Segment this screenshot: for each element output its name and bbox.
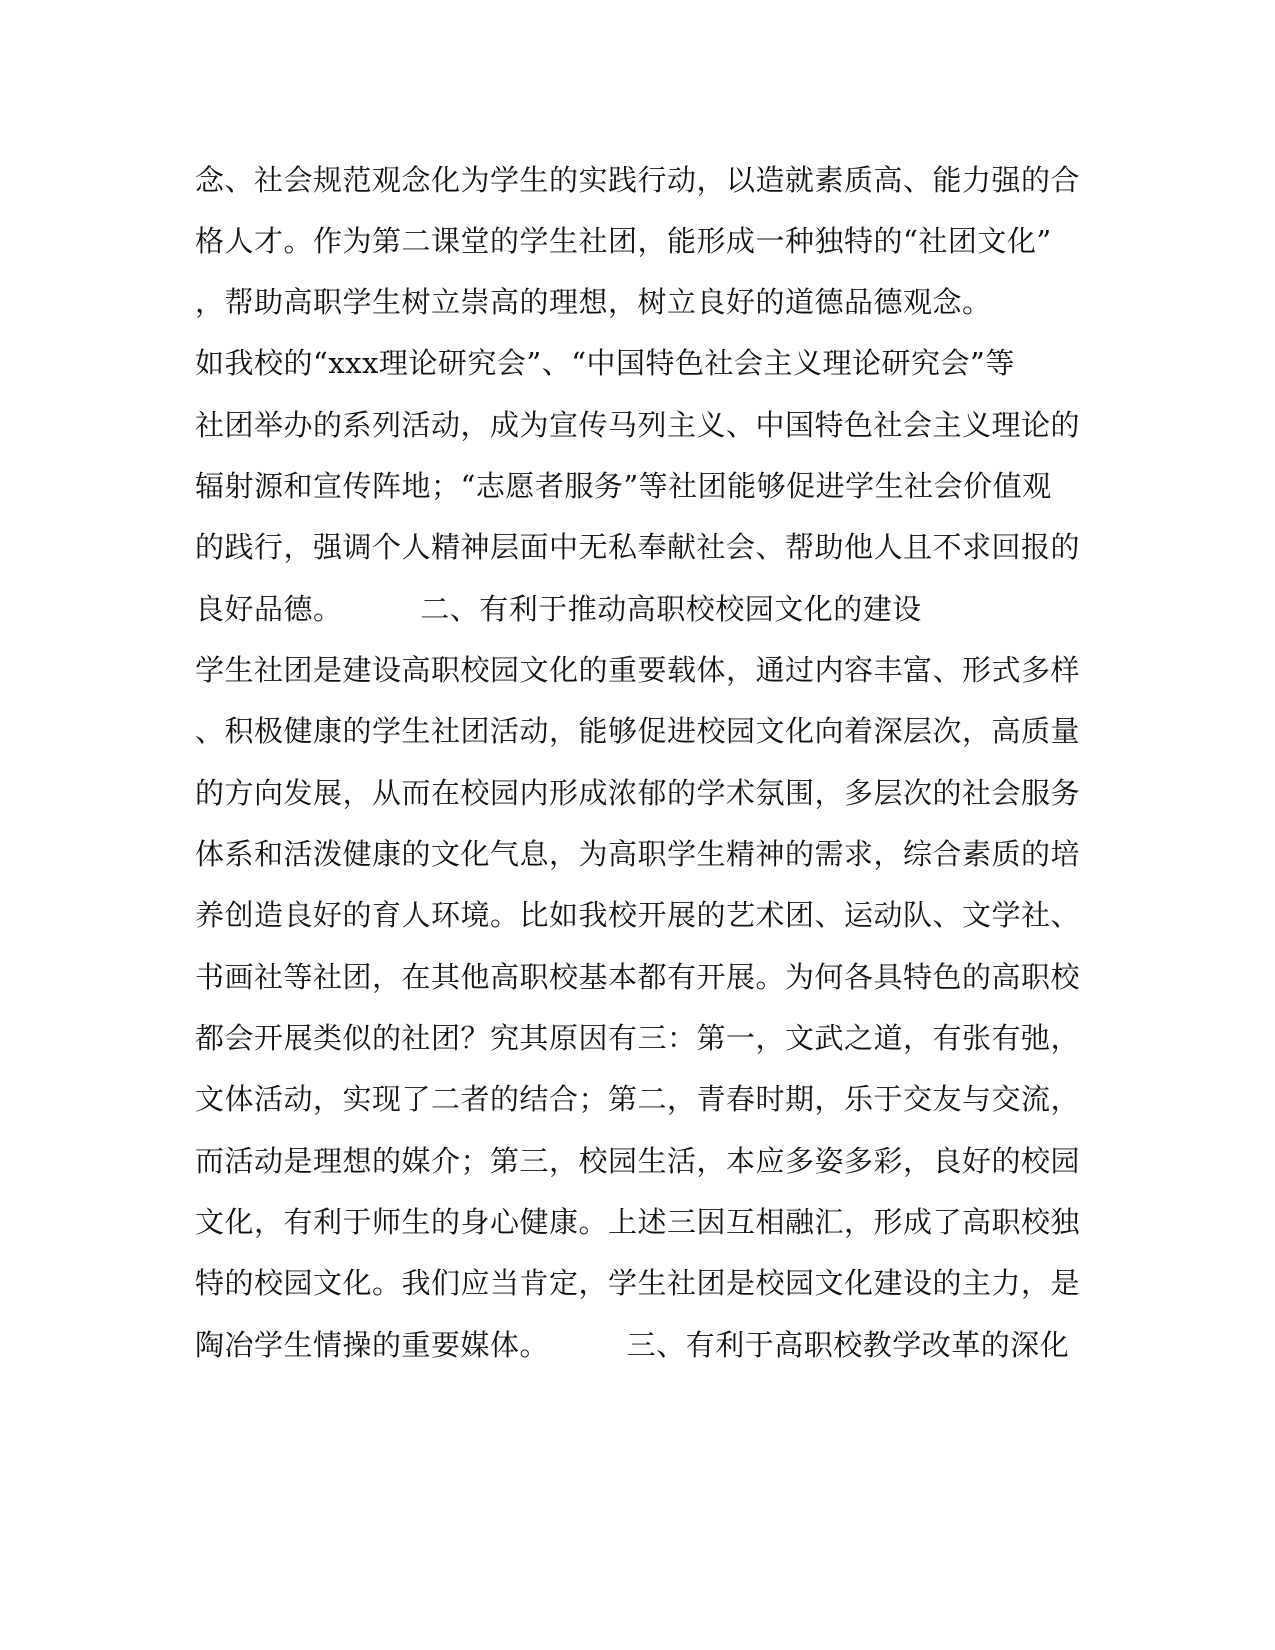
text-line: 都会开展类似的社团？究其原因有三：第一，文武之道，有张有弛， [195, 1021, 1081, 1055]
text-line: 社团举办的系列活动，成为宣传马列主义、中国特色社会主义理论的 [195, 408, 1081, 442]
text-line: 、积极健康的学生社团活动，能够促进校园文化向着深层次，高质量 [195, 714, 1081, 748]
section-heading-line: 陶冶学生情操的重要媒体。 三、有利于高职校教学改革的深化 [195, 1328, 1070, 1362]
text-line: 的践行，强调个人精神层面中无私奉献社会、帮助他人且不求回报的 [195, 530, 1081, 564]
text-line: 如我校的“xxx理论研究会”、“中国特色社会主义理论研究会”等 [195, 346, 1015, 380]
text-line: 特的校园文化。我们应当肯定，学生社团是校园文化建设的主力，是 [195, 1266, 1081, 1300]
text-line: 念、社会规范观念化为学生的实践行动，以造就素质高、能力强的合 [195, 163, 1081, 197]
text-line: 文化，有利于师生的身心健康。上述三因互相融汇，形成了高职校独 [195, 1205, 1081, 1239]
text-line: 辐射源和宣传阵地；“志愿者服务”等社团能够促进学生社会价值观 [195, 469, 1052, 503]
section-heading-line: 良好品德。 二、有利于推动高职校校园文化的建设 [195, 592, 922, 626]
text-line: 养创造良好的育人环境。比如我校开展的艺术团、运动队、文学社、 [195, 898, 1081, 932]
text-line: 的方向发展，从而在校园内形成浓郁的学术氛围，多层次的社会服务 [195, 776, 1081, 810]
text-line: ，帮助高职学生树立崇高的理想，树立良好的道德品德观念。 [195, 285, 992, 319]
text-line: 而活动是理想的媒介；第三，校园生活，本应多姿多彩，良好的校园 [195, 1144, 1081, 1178]
text-line: 书画社等社团，在其他高职校基本都有开展。为何各具特色的高职校 [195, 960, 1081, 994]
text-line: 体系和活泼健康的文化气息，为高职学生精神的需求，综合素质的培 [195, 837, 1081, 871]
text-line: 格人才。作为第二课堂的学生社团，能形成一种独特的“社团文化” [195, 224, 1052, 258]
text-line: 文体活动，实现了二者的结合；第二，青春时期，乐于交友与交流， [195, 1082, 1081, 1116]
text-line: 学生社团是建设高职校园文化的重要载体，通过内容丰富、形式多样 [195, 653, 1081, 687]
